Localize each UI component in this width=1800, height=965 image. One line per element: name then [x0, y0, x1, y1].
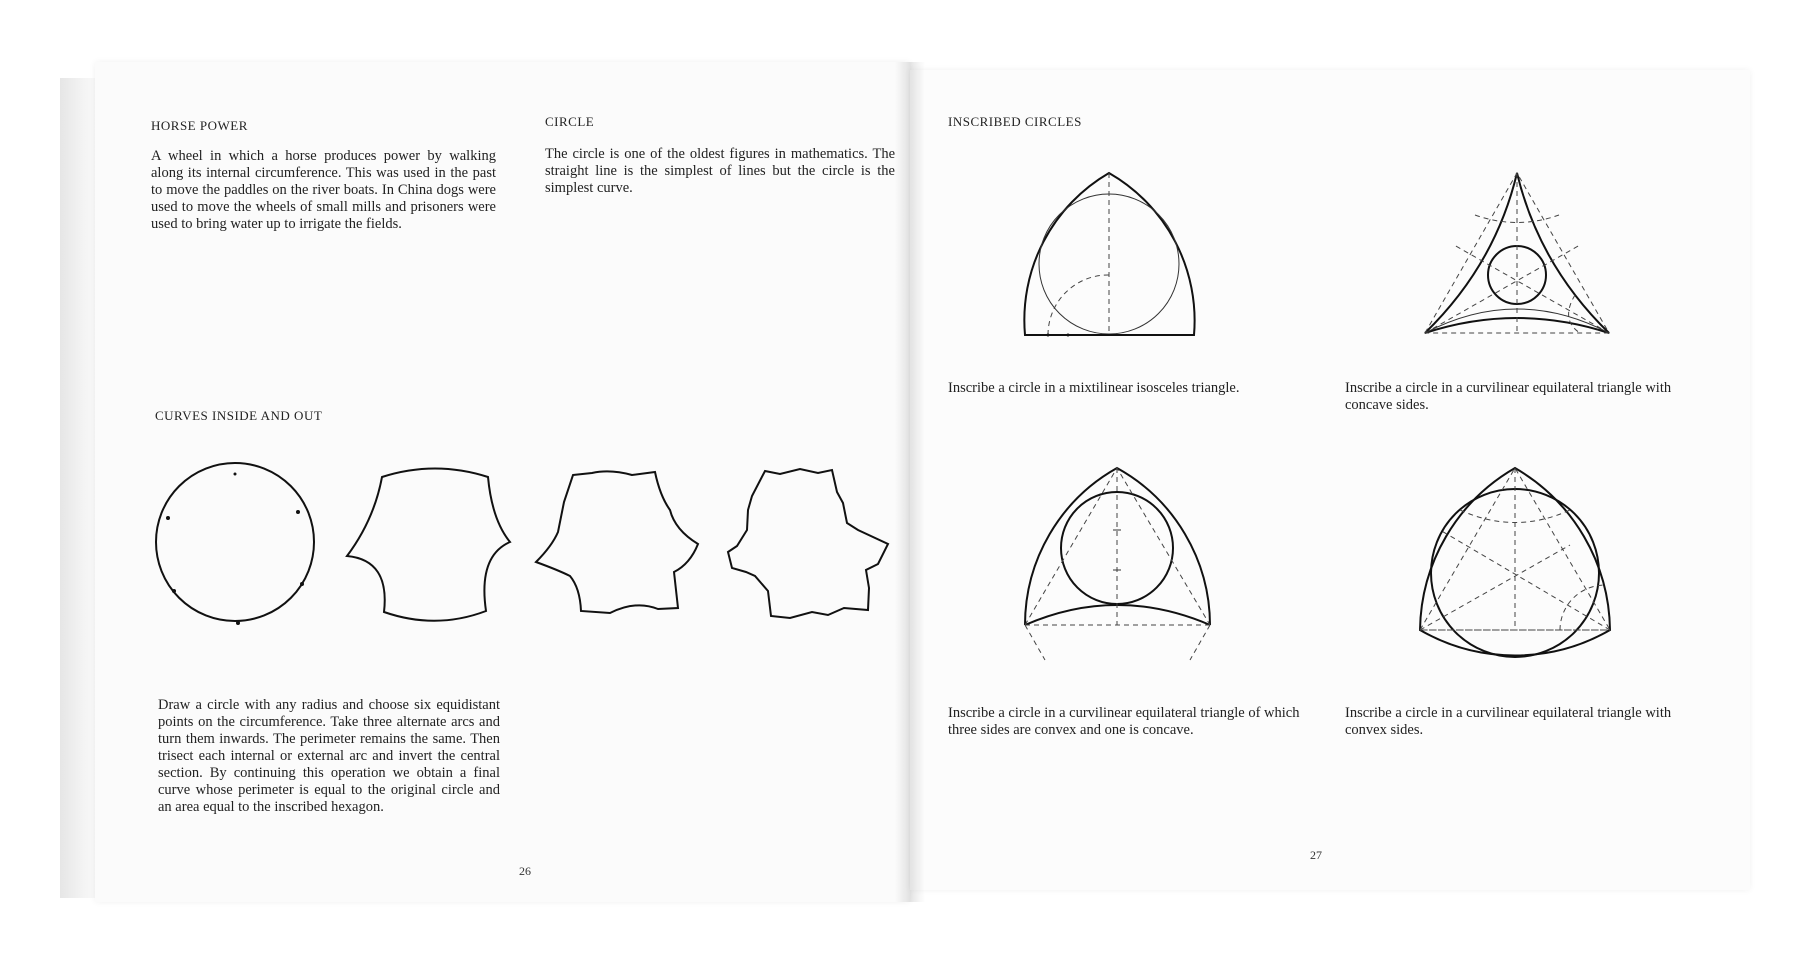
concave-triangle-figure	[1410, 165, 1630, 345]
curve-stage-three	[536, 471, 698, 613]
caption-convex: Inscribe a circle in a curvilinear equilateral triangle with convex sides.	[1345, 705, 1672, 738]
curves-heading: CURVES INSIDE AND OUT	[155, 408, 323, 423]
curve-circle	[156, 463, 314, 621]
right-page-number: 27	[1310, 848, 1322, 862]
curves-text: Draw a circle with any radius and choose six equidistant points on the circumference. Take three alternate arcs and turn them inwards. The perimeter remains the same. Then trisect each internal or external arc and invert the central section. By continuing this operation we obtain a final curve whose perimeter is equal to the original circle and an area equal to the inscribed hexagon.	[158, 697, 500, 815]
inscribed-circles-heading: INSCRIBED CIRCLES	[948, 114, 1082, 129]
circle-text: The circle is one of the oldest figures in mathematics. The straight line is the simplest of lines but the circle is the simplest curve.	[545, 146, 895, 196]
caption-concave: Inscribe a circle in a curvilinear equilateral triangle with concave sides.	[1345, 380, 1672, 413]
horse-power-text: A wheel in which a horse produces power by walking along its internal circumference. This was used in the past to move the paddles on the river boats. In China dogs were used to move the wheels of small mills and prisoners were used to bring water up to irrigate the fields.	[151, 148, 496, 232]
curves-figures	[140, 460, 1040, 660]
page-stack-edge	[60, 78, 100, 898]
left-page-number: 26	[519, 864, 531, 878]
caption-convex-concave: Inscribe a circle in a curvilinear equilateral triangle of which three sides are convex and one is concave.	[948, 705, 1300, 738]
horse-power-heading: HORSE POWER	[151, 118, 248, 133]
caption-mixtilinear: Inscribe a circle in a mixtilinear isosceles triangle.	[948, 380, 1240, 396]
mixtilinear-triangle-figure	[1020, 165, 1240, 345]
convex-triangle-figure	[1410, 460, 1630, 660]
convex-concave-triangle-figure	[1015, 460, 1235, 660]
circle-heading: CIRCLE	[545, 114, 595, 129]
curve-stage-two	[347, 469, 510, 621]
curve-stage-four	[728, 469, 888, 618]
